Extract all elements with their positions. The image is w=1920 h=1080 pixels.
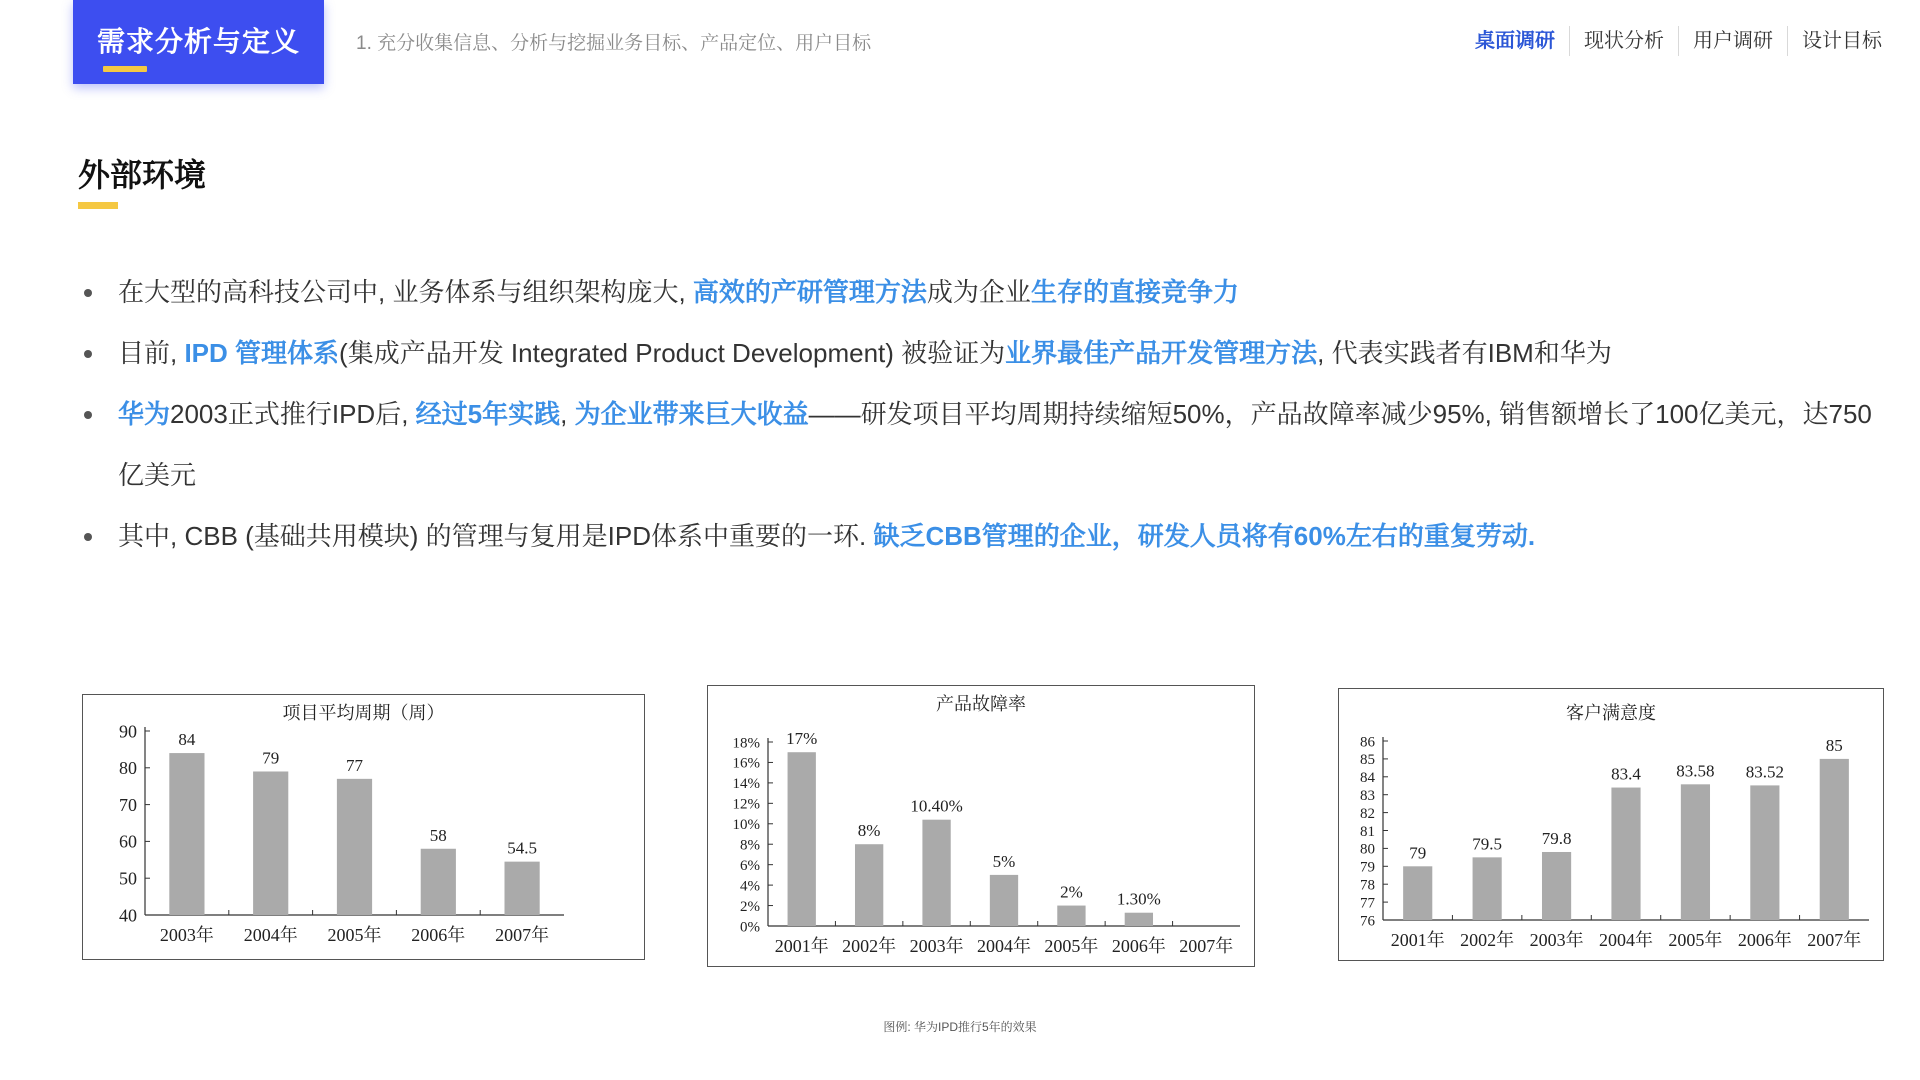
highlight-text: 高效的产研管理方法 (692, 277, 927, 307)
x-tick-label: 2004年 (1599, 930, 1653, 950)
data-label: 83.52 (1745, 762, 1784, 782)
bullet-text: 在大型的高科技公司中, 业务体系与组织架构庞大, (118, 277, 693, 307)
bullet-text: , (560, 399, 575, 429)
bullet-text: 成为企业 (926, 277, 1031, 307)
tab-design-goals[interactable]: 设计目标 (1802, 30, 1882, 52)
y-tick-label: 8% (740, 837, 760, 854)
x-tick-label: 2002年 (1460, 930, 1515, 950)
chart-svg (83, 695, 644, 959)
y-tick-label: 0% (740, 919, 760, 936)
data-label: 85 (1825, 735, 1843, 755)
chart-bar (1611, 788, 1640, 920)
y-tick-label: 40 (119, 905, 137, 926)
x-tick-label: 2004年 (977, 936, 1031, 956)
bullet-dot (84, 411, 92, 419)
y-tick-label: 78 (1360, 877, 1375, 894)
highlight-text: 业界最佳产品开发管理方法 (1005, 338, 1318, 368)
y-tick-label: 76 (1360, 913, 1375, 930)
y-tick-label: 70 (119, 794, 137, 815)
y-tick-label: 86 (1360, 734, 1375, 751)
chart-bar (1542, 852, 1571, 920)
bullet-dot (84, 289, 92, 297)
chart-bar (1750, 785, 1779, 920)
x-tick-label: 2003年 (1529, 930, 1584, 950)
highlight-text: 生存的直接竞争力 (1030, 277, 1239, 307)
y-tick-label: 14% (732, 776, 760, 793)
y-tick-label: 80 (119, 758, 137, 779)
badge-title: 需求分析与定义 (96, 26, 300, 57)
y-tick-label: 90 (119, 721, 137, 742)
highlight-text: 缺乏CBB管理的企业，研发人员将有60%左右的重复劳动. (873, 521, 1536, 551)
chart-bar (1403, 866, 1432, 920)
data-label: 79.8 (1541, 828, 1572, 848)
x-tick-label: 2007年 (495, 925, 550, 945)
y-tick-label: 12% (732, 796, 760, 813)
bullet-text: 其中, CBB (基础共用模块) 的管理与复用是IPD体系中重要的一环. (118, 521, 874, 551)
highlight-text: 为企业带来巨大收益 (574, 399, 809, 429)
section-badge (73, 0, 324, 84)
highlight-text: 华为 (118, 399, 171, 429)
y-tick-label: 80 (1360, 841, 1375, 858)
tab-user-research[interactable]: 用户调研 (1693, 30, 1773, 52)
x-tick-label: 2007年 (1807, 930, 1862, 950)
tab-desk-research[interactable]: 桌面调研 (1475, 30, 1555, 52)
bullet-text: , 代表实践者有IBM和华为 (1317, 338, 1612, 368)
chart-bar (169, 753, 204, 915)
chart-bar (421, 849, 456, 915)
y-tick-label: 6% (740, 857, 760, 874)
y-tick-label: 85 (1360, 752, 1375, 769)
y-tick-label: 16% (732, 755, 760, 772)
highlight-text: 经过5年实践 (415, 399, 561, 429)
chart-bar (1681, 784, 1710, 920)
y-tick-label: 60 (119, 831, 137, 852)
y-tick-label: 18% (732, 735, 760, 752)
y-tick-label: 77 (1360, 895, 1375, 912)
x-tick-label: 2001年 (1390, 930, 1445, 950)
bullet-text: ——研发项目平均周期持续缩短50%，产品故障率减少95%, 销售额增长了100亿美元，达750亿美元 (118, 399, 1872, 490)
x-tick-label: 2002年 (842, 936, 897, 956)
bullet-text: 目前, (118, 338, 185, 368)
data-label: 83.4 (1611, 764, 1641, 784)
highlight-text: IPD 管理体系 (184, 338, 340, 368)
data-label: 77 (346, 755, 363, 775)
bullet-item (80, 323, 1880, 384)
chart-svg (708, 686, 1254, 966)
chart-failure-rate (707, 685, 1255, 967)
chart-svg (1339, 689, 1883, 960)
bullet-dot (84, 350, 92, 358)
y-tick-label: 4% (740, 878, 760, 895)
chart-title: 项目平均周期（周） (282, 703, 445, 723)
bullet-list (80, 262, 1880, 567)
chart-satisfaction (1338, 688, 1884, 961)
data-label: 58 (429, 825, 447, 845)
chart-bar (1473, 857, 1502, 920)
y-tick-label: 82 (1360, 805, 1375, 822)
chart-project-cycle (82, 694, 645, 960)
badge-underline (103, 66, 147, 72)
y-tick-label: 50 (119, 868, 137, 889)
x-tick-label: 2005年 (1044, 936, 1099, 956)
x-tick-label: 2003年 (159, 925, 214, 945)
chart-title: 客户满意度 (1566, 703, 1656, 723)
section-underline (78, 202, 118, 209)
x-tick-label: 2006年 (1737, 930, 1792, 950)
x-tick-label: 2007年 (1179, 936, 1234, 956)
data-label: 2% (1060, 882, 1083, 902)
data-label: 1.30% (1116, 889, 1161, 909)
bullet-item (80, 262, 1880, 323)
data-label: 10.40% (910, 796, 963, 816)
chart-bar (1820, 759, 1849, 920)
section-title: 外部环境 (78, 157, 207, 193)
chart-bar (253, 771, 288, 915)
x-tick-label: 2005年 (327, 925, 382, 945)
y-tick-label: 79 (1360, 859, 1375, 876)
x-tick-label: 2006年 (411, 925, 466, 945)
bullet-item (80, 506, 1880, 567)
page-subtitle: 1. 充分收集信息、分析与挖掘业务目标、产品定位、用户目标 (356, 33, 872, 54)
chart-bar (788, 752, 816, 926)
bullet-text: 2003正式推行IPD后, (170, 399, 416, 429)
chart-bar (505, 862, 540, 915)
x-tick-label: 2004年 (243, 925, 298, 945)
chart-bar (990, 875, 1018, 926)
data-label: 54.5 (507, 838, 537, 858)
y-tick-label: 83 (1360, 787, 1375, 804)
top-nav (1461, 26, 1896, 56)
data-label: 17% (786, 729, 818, 749)
chart-title: 产品故障率 (936, 694, 1026, 714)
chart-bar (337, 779, 372, 915)
data-label: 5% (992, 851, 1016, 871)
x-tick-label: 2003年 (909, 936, 964, 956)
y-tick-label: 2% (740, 898, 760, 915)
chart-bar (1057, 906, 1085, 926)
data-label: 83.58 (1676, 761, 1715, 781)
bullet-dot (84, 533, 92, 541)
chart-bar (1125, 913, 1153, 926)
y-tick-label: 10% (732, 817, 760, 834)
x-tick-label: 2005年 (1668, 930, 1723, 950)
data-label: 79 (262, 748, 280, 768)
x-tick-label: 2001年 (774, 936, 829, 956)
x-tick-label: 2006年 (1111, 936, 1166, 956)
data-label: 84 (178, 730, 196, 750)
data-label: 79.5 (1472, 834, 1503, 854)
chart-bar (922, 820, 950, 926)
chart-caption: 图例: 华为IPD推行5年的效果 (883, 1020, 1037, 1034)
bullet-item (80, 384, 1880, 506)
chart-bar (855, 844, 883, 926)
data-label: 79 (1409, 843, 1427, 863)
y-tick-label: 81 (1360, 823, 1375, 840)
data-label: 8% (857, 821, 881, 841)
tab-status-analysis[interactable]: 现状分析 (1584, 30, 1664, 52)
y-tick-label: 84 (1360, 770, 1375, 787)
bullet-text: (集成产品开发 Integrated Product Development) 被验证为 (339, 338, 1006, 368)
